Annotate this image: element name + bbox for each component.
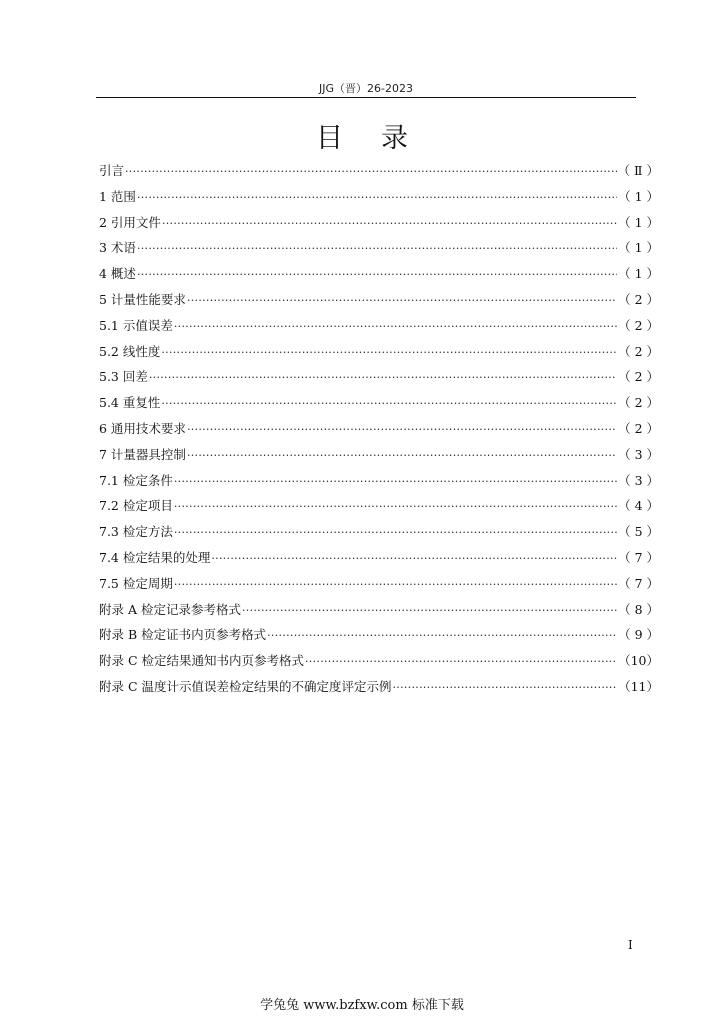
toc-entry[interactable] bbox=[99, 184, 659, 210]
toc-leader-dots bbox=[137, 185, 617, 211]
toc-entry-page: （ 2 ） bbox=[618, 395, 659, 411]
toc-entry-page: （ 2 ） bbox=[618, 369, 659, 385]
toc-entry[interactable] bbox=[99, 158, 659, 184]
toc-leader-dots bbox=[149, 365, 617, 391]
toc-entry-label: 附录 A 检定记录参考格式 bbox=[99, 601, 241, 617]
toc-entry-label: 7.2 检定项目 bbox=[99, 498, 173, 514]
toc-entry-page: （ 3 ） bbox=[618, 446, 659, 462]
toc-leader-dots bbox=[174, 469, 617, 495]
toc-leader-dots bbox=[162, 211, 617, 237]
page-title: 目录 bbox=[316, 123, 446, 154]
toc-entry-label: 7.4 检定结果的处理 bbox=[99, 549, 211, 565]
toc-leader-dots bbox=[393, 675, 618, 701]
toc-entry-page: （11） bbox=[618, 678, 659, 694]
toc-entry-page: （ 5 ） bbox=[618, 524, 659, 540]
document-code-header: JJG（晋）26-2023 bbox=[319, 82, 413, 95]
toc-leader-dots bbox=[137, 262, 617, 288]
toc-leader-dots bbox=[161, 340, 617, 366]
toc-entry-page: （ Ⅱ ） bbox=[617, 163, 659, 178]
toc-entry[interactable] bbox=[99, 545, 659, 571]
toc-entry-label: 7 计量器具控制 bbox=[99, 446, 186, 462]
toc-leader-dots bbox=[187, 288, 617, 314]
toc-entry-label: 7.5 检定周期 bbox=[99, 575, 173, 591]
toc-entry-label: 7.3 检定方法 bbox=[99, 524, 173, 540]
toc-entry[interactable] bbox=[99, 622, 659, 648]
toc-leader-dots bbox=[125, 159, 617, 185]
toc-leader-dots bbox=[242, 598, 617, 624]
toc-entry[interactable] bbox=[99, 597, 659, 623]
toc-leader-dots bbox=[137, 236, 617, 262]
toc-entry-page: （ 4 ） bbox=[618, 498, 659, 514]
toc-entry[interactable] bbox=[99, 493, 659, 519]
toc-entry[interactable] bbox=[99, 339, 659, 365]
toc-entry[interactable] bbox=[99, 468, 659, 494]
toc-leader-dots bbox=[174, 314, 617, 340]
toc-entry[interactable] bbox=[99, 519, 659, 545]
toc-entry-label: 5.3 回差 bbox=[99, 369, 148, 385]
toc-entry[interactable] bbox=[99, 364, 659, 390]
toc-entry-label: 附录 C 检定结果通知书内页参考格式 bbox=[99, 653, 305, 669]
toc-entry[interactable] bbox=[99, 235, 659, 261]
toc-entry-page: （ 2 ） bbox=[618, 343, 659, 359]
toc-entry-label: 5 计量性能要求 bbox=[99, 291, 186, 307]
page-number: I bbox=[628, 938, 633, 952]
watermark-footer: 学兔兔 www.bzfxw.com 标准下载 bbox=[260, 998, 464, 1013]
toc-entry-label: 5.1 示值误差 bbox=[99, 317, 173, 333]
toc-entry-page: （ 2 ） bbox=[618, 420, 659, 436]
toc-entry-page: （ 9 ） bbox=[618, 627, 659, 643]
toc-entry[interactable] bbox=[99, 210, 659, 236]
toc-entry[interactable] bbox=[99, 442, 659, 468]
toc-entry-label: 附录 C 温度计示值误差检定结果的不确定度评定示例 bbox=[99, 678, 392, 694]
toc-entry[interactable] bbox=[99, 313, 659, 339]
toc-entry-page: （ 2 ） bbox=[618, 291, 659, 307]
toc-entry-page: （ 1 ） bbox=[618, 188, 659, 204]
toc-entry[interactable] bbox=[99, 261, 659, 287]
toc-entry[interactable] bbox=[99, 674, 659, 700]
toc-leader-dots bbox=[174, 520, 617, 546]
toc-leader-dots bbox=[267, 623, 617, 649]
toc-entry-page: （ 7 ） bbox=[618, 575, 659, 591]
toc-entry-label: 引言 bbox=[99, 163, 125, 178]
toc-entry-label: 5.2 线性度 bbox=[99, 343, 161, 359]
toc-entry[interactable] bbox=[99, 571, 659, 597]
toc-entry-page: （ 3 ） bbox=[618, 472, 659, 488]
toc-entry-page: （ 8 ） bbox=[618, 601, 659, 617]
toc-entry-page: （10） bbox=[618, 653, 659, 669]
toc-entry-label: 5.4 重复性 bbox=[99, 395, 161, 411]
toc-entry-label: 1 范围 bbox=[99, 188, 136, 204]
toc-entry-label: 3 术语 bbox=[99, 240, 136, 256]
toc-leader-dots bbox=[211, 546, 617, 572]
toc-leader-dots bbox=[187, 417, 617, 443]
toc-leader-dots bbox=[305, 649, 617, 675]
toc-entry-label: 6 通用技术要求 bbox=[99, 420, 186, 436]
toc-entry-page: （ 2 ） bbox=[618, 317, 659, 333]
toc-entry-label: 7.1 检定条件 bbox=[99, 472, 173, 488]
toc-entry-page: （ 1 ） bbox=[618, 266, 659, 282]
toc-entry-label: 2 引用文件 bbox=[99, 214, 161, 230]
toc-entry-label: 4 概述 bbox=[99, 266, 136, 282]
toc-leader-dots bbox=[161, 391, 617, 417]
toc-entry-page: （ 1 ） bbox=[618, 240, 659, 256]
toc-leader-dots bbox=[187, 443, 617, 469]
table-of-contents bbox=[99, 158, 659, 700]
header-rule bbox=[96, 97, 636, 98]
toc-entry[interactable] bbox=[99, 287, 659, 313]
toc-entry[interactable] bbox=[99, 416, 659, 442]
toc-leader-dots bbox=[174, 572, 617, 598]
toc-entry[interactable] bbox=[99, 648, 659, 674]
toc-entry-page: （ 7 ） bbox=[618, 549, 659, 565]
toc-entry[interactable] bbox=[99, 390, 659, 416]
toc-leader-dots bbox=[174, 494, 617, 520]
toc-entry-label: 附录 B 检定证书内页参考格式 bbox=[99, 627, 267, 643]
toc-entry-page: （ 1 ） bbox=[618, 214, 659, 230]
